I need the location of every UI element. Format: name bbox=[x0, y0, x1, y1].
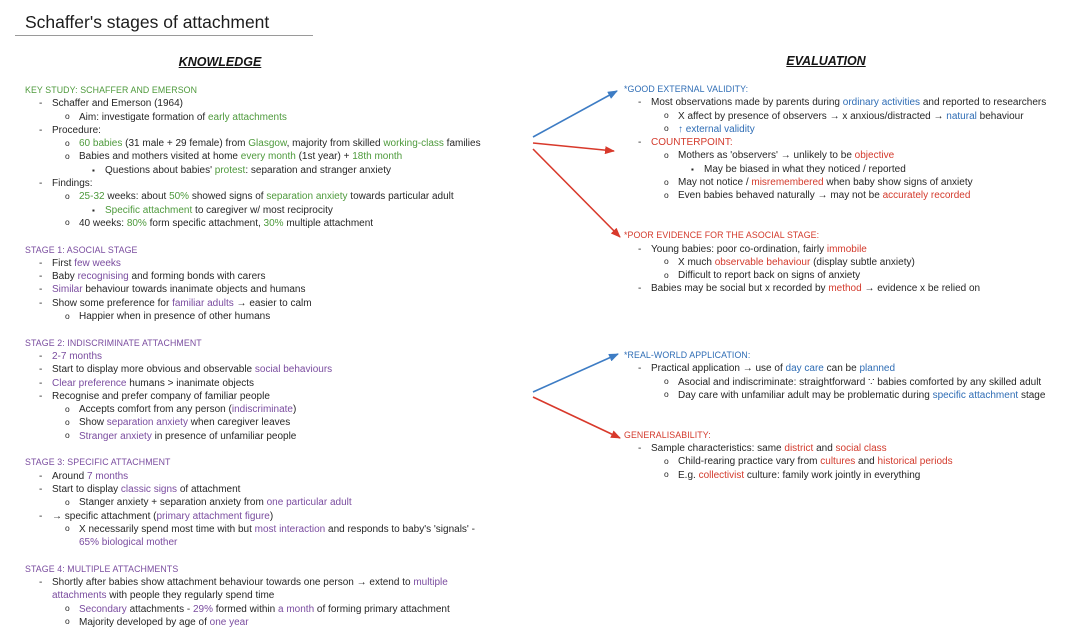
note-text: Show some preference for bbox=[52, 297, 173, 309]
note-text: Majority developed by age of bbox=[79, 616, 210, 628]
highlighted-text: district bbox=[784, 443, 814, 455]
note-text: X much bbox=[678, 256, 715, 268]
note-line bbox=[25, 430, 505, 443]
highlighted-text: Glasgow bbox=[248, 138, 287, 150]
note-line bbox=[624, 110, 1074, 123]
note-line bbox=[624, 136, 1074, 149]
note-line bbox=[624, 149, 1074, 162]
note-line bbox=[624, 163, 1074, 176]
note-text: E.g. bbox=[678, 469, 699, 481]
section-heading: *REAL-WORLD APPLICATION: bbox=[624, 349, 751, 360]
section-heading: KEY STUDY: SCHAFFER AND EMERSON bbox=[25, 85, 198, 95]
knowledge-header: KNOWLEDGE bbox=[178, 55, 262, 69]
note-line bbox=[624, 243, 1074, 256]
note-text: Even babies behaved naturally → may not be bbox=[678, 190, 883, 202]
note-line bbox=[624, 176, 1074, 189]
highlighted-text: one particular adult bbox=[266, 497, 352, 509]
note-text: Happier when in presence of other humans bbox=[79, 311, 271, 323]
note-text: of forming primary attachment bbox=[314, 603, 450, 615]
note-line bbox=[25, 111, 505, 124]
note-line bbox=[624, 282, 1074, 295]
highlighted-text: social behaviours bbox=[254, 364, 333, 376]
note-text: Asocial and indiscriminate: straightforward ∵ babies comforted by any skilled adult bbox=[678, 376, 1042, 388]
note-text: families bbox=[443, 138, 481, 150]
highlighted-text: attachments bbox=[52, 590, 107, 602]
note-text: (31 male + 29 female) from bbox=[122, 138, 249, 150]
note-line bbox=[25, 350, 505, 363]
highlighted-text: cultures bbox=[820, 456, 856, 468]
note-line bbox=[25, 603, 505, 616]
note-text: Shortly after babies show attachment behaviour towards one person → extend to bbox=[52, 576, 414, 588]
note-line bbox=[25, 377, 505, 390]
knowledge-section bbox=[25, 84, 505, 230]
highlighted-text: few weeks bbox=[74, 257, 121, 269]
note-text: Around bbox=[52, 470, 88, 482]
evaluation-column bbox=[624, 83, 1074, 482]
knowledge-section bbox=[25, 456, 505, 549]
arrow-to-generalisability bbox=[533, 397, 620, 438]
note-text: when baby show signs of anxiety bbox=[823, 177, 973, 189]
highlighted-text: classic signs bbox=[120, 483, 178, 495]
note-text: Start to display more obvious and observable bbox=[52, 364, 255, 376]
highlighted-text: planned bbox=[859, 363, 896, 375]
highlighted-text: 2-7 months bbox=[52, 350, 103, 362]
note-line bbox=[25, 124, 505, 137]
note-line bbox=[624, 123, 1074, 136]
note-text: attachments - bbox=[126, 603, 193, 615]
note-text: showed signs of bbox=[189, 191, 267, 203]
note-text: ) bbox=[269, 510, 274, 522]
note-text: Stanger anxiety + separation anxiety from bbox=[79, 497, 267, 509]
highlighted-text: early attachments bbox=[207, 111, 287, 123]
highlighted-text: 60 babies bbox=[79, 138, 123, 150]
note-line bbox=[25, 403, 505, 416]
note-line bbox=[25, 217, 505, 230]
note-text: May be biased in what they noticed / reported bbox=[704, 163, 906, 175]
note-text: First bbox=[52, 257, 75, 269]
note-line bbox=[25, 283, 505, 296]
highlighted-text: 25-32 bbox=[79, 191, 105, 203]
highlighted-text: immobile bbox=[826, 243, 867, 255]
note-line bbox=[25, 470, 505, 483]
note-line bbox=[25, 190, 505, 203]
section-heading: *GOOD EXTERNAL VALIDITY: bbox=[624, 84, 749, 94]
note-text: with people they regularly spend time bbox=[106, 590, 275, 602]
note-line bbox=[25, 589, 505, 602]
page-title: Schaffer's stages of attachment bbox=[25, 12, 270, 32]
note-line bbox=[25, 97, 505, 110]
knowledge-section bbox=[25, 244, 505, 324]
note-text: form specific attachment, bbox=[146, 217, 264, 229]
section-heading: STAGE 1: ASOCIAL STAGE bbox=[25, 244, 138, 255]
highlighted-text: Stranger anxiety bbox=[79, 430, 152, 442]
note-text: X necessarily spend most time with but bbox=[79, 523, 255, 535]
note-text: , majority from skilled bbox=[286, 138, 384, 150]
note-text: Mothers as 'observers' → unlikely to be bbox=[678, 150, 855, 162]
highlighted-text: multiple bbox=[413, 576, 448, 588]
note-text: Sample characteristics: same bbox=[651, 443, 785, 455]
note-text: : separation and stranger anxiety bbox=[245, 164, 391, 176]
highlighted-text: Similar bbox=[52, 284, 83, 296]
highlighted-text: method bbox=[828, 283, 862, 295]
note-line bbox=[624, 96, 1074, 109]
note-text: weeks: about bbox=[104, 191, 170, 203]
highlighted-text: recognising bbox=[77, 271, 129, 283]
highlighted-text: ordinary activities bbox=[842, 97, 921, 109]
note-line bbox=[25, 310, 505, 323]
note-text: Questions about babies' bbox=[105, 164, 215, 176]
note-line bbox=[624, 442, 1074, 455]
note-text: and forming bonds with carers bbox=[128, 271, 266, 283]
highlighted-text: 65% biological mother bbox=[79, 537, 178, 549]
highlighted-text: historical periods bbox=[877, 456, 953, 468]
note-text: to caregiver w/ most reciprocity bbox=[192, 204, 333, 216]
note-text: Findings: bbox=[52, 178, 93, 190]
highlighted-text: separation anxiety bbox=[106, 417, 188, 429]
note-line bbox=[624, 189, 1074, 202]
highlighted-text: specific attachment bbox=[932, 389, 1019, 401]
note-text: and bbox=[813, 443, 836, 455]
note-text: and bbox=[855, 456, 878, 468]
highlighted-text: COUNTERPOINT: bbox=[651, 137, 733, 149]
note-text: Start to display bbox=[52, 483, 121, 495]
highlighted-text: every month bbox=[240, 151, 296, 163]
note-text: culture: family work jointly in everything bbox=[744, 469, 921, 481]
note-line bbox=[25, 523, 505, 536]
highlighted-text: protest bbox=[214, 164, 246, 176]
note-line bbox=[25, 150, 505, 163]
section-heading: STAGE 3: SPECIFIC ATTACHMENT bbox=[25, 457, 171, 468]
note-line bbox=[624, 256, 1074, 269]
highlighted-text: observable behaviour bbox=[714, 256, 811, 268]
note-text: May not notice / bbox=[678, 177, 752, 189]
note-text: Aim: investigate formation of bbox=[79, 111, 208, 123]
note-text: 40 weeks: bbox=[79, 217, 127, 229]
highlighted-text: a month bbox=[278, 603, 315, 615]
knowledge-section bbox=[25, 337, 505, 443]
knowledge-column bbox=[25, 84, 505, 629]
note-text: when caregiver leaves bbox=[187, 417, 291, 429]
note-line bbox=[25, 164, 505, 177]
section-heading: GENERALISABILITY: bbox=[624, 429, 711, 440]
note-text: stage bbox=[1018, 389, 1046, 401]
highlighted-text: Secondary bbox=[79, 603, 127, 615]
note-text: Young babies: poor co-ordination, fairly bbox=[651, 243, 827, 255]
highlighted-text: accurately recorded bbox=[882, 190, 971, 202]
highlighted-text: 7 months bbox=[87, 470, 129, 482]
evaluation-section bbox=[624, 229, 1074, 295]
highlighted-text: 30% bbox=[263, 217, 284, 229]
note-text: Schaffer and Emerson (1964) bbox=[52, 98, 184, 110]
arrow-to-counterpoint bbox=[533, 143, 614, 151]
note-text: Babies may be social but x recorded by bbox=[651, 283, 829, 295]
note-text: of attachment bbox=[177, 483, 241, 495]
note-text: Babies and mothers visited at home bbox=[79, 151, 241, 163]
highlighted-text: Clear preference bbox=[52, 377, 127, 389]
highlighted-text: social class bbox=[835, 443, 887, 455]
highlighted-text: misremembered bbox=[751, 177, 824, 189]
evaluation-section bbox=[624, 83, 1074, 203]
evaluation-section bbox=[624, 349, 1074, 402]
highlighted-text: collectivist bbox=[698, 469, 745, 481]
note-line bbox=[25, 616, 505, 629]
highlighted-text: natural bbox=[946, 110, 977, 122]
note-line bbox=[624, 389, 1074, 402]
arrow-to-real-world-application bbox=[533, 354, 618, 392]
note-text: can be bbox=[823, 363, 860, 375]
note-text: humans > inanimate objects bbox=[126, 377, 255, 389]
note-text: in presence of unfamiliar people bbox=[151, 430, 297, 442]
note-text: → evidence x be relied on bbox=[861, 283, 981, 295]
note-line bbox=[25, 363, 505, 376]
highlighted-text: 80% bbox=[126, 217, 147, 229]
section-heading: STAGE 4: MULTIPLE ATTACHMENTS bbox=[25, 563, 179, 574]
note-text: multiple attachment bbox=[283, 217, 374, 229]
section-heading: *POOR EVIDENCE FOR THE ASOCIAL STAGE: bbox=[624, 230, 820, 241]
arrow-to-good-external-validity bbox=[533, 91, 617, 137]
note-text: Accepts comfort from any person ( bbox=[79, 404, 232, 416]
note-line bbox=[25, 483, 505, 496]
note-line bbox=[25, 137, 505, 150]
note-line bbox=[25, 416, 505, 429]
note-line bbox=[624, 469, 1074, 482]
note-text: Recognise and prefer company of familiar people bbox=[52, 390, 270, 402]
highlighted-text: one year bbox=[209, 616, 249, 628]
note-line bbox=[25, 270, 505, 283]
note-text: formed within bbox=[212, 603, 278, 615]
highlighted-text: indiscriminate bbox=[231, 404, 293, 416]
highlighted-text: 50% bbox=[169, 191, 190, 203]
note-line bbox=[25, 576, 505, 589]
note-text: Child-rearing practice vary from bbox=[678, 456, 821, 468]
title-underline bbox=[15, 35, 313, 36]
highlighted-text: separation anxiety bbox=[266, 191, 348, 203]
note-text: (1st year) + bbox=[295, 151, 353, 163]
note-line bbox=[25, 177, 505, 190]
note-text: Practical application → use of bbox=[651, 363, 786, 375]
knowledge-section bbox=[25, 563, 505, 629]
highlighted-text: ↑ external validity bbox=[678, 123, 755, 135]
highlighted-text: primary attachment figure bbox=[156, 510, 270, 522]
highlighted-text: familiar adults bbox=[172, 297, 234, 309]
note-text: behaviour bbox=[976, 110, 1024, 122]
note-text: Procedure: bbox=[52, 124, 101, 136]
note-text: → easier to calm bbox=[233, 297, 312, 309]
note-text: Day care with unfamiliar adult may be problematic during bbox=[678, 389, 933, 401]
note-text: (display subtle anxiety) bbox=[810, 256, 915, 268]
note-text: Baby bbox=[52, 271, 78, 283]
note-text: Difficult to report back on signs of anxiety bbox=[678, 270, 861, 282]
evaluation-header: EVALUATION bbox=[786, 54, 866, 68]
highlighted-text: most interaction bbox=[254, 523, 326, 535]
note-text: X affect by presence of observers → x anxious/distracted → bbox=[678, 110, 947, 122]
note-text: towards particular adult bbox=[347, 191, 454, 203]
highlighted-text: 18th month bbox=[352, 151, 403, 163]
highlighted-text: objective bbox=[854, 150, 895, 162]
note-text: behaviour towards inanimate objects and humans bbox=[82, 284, 306, 296]
note-line bbox=[25, 297, 505, 310]
highlighted-text: 29% bbox=[192, 603, 213, 615]
note-line bbox=[624, 376, 1074, 389]
note-line bbox=[25, 257, 505, 270]
note-line bbox=[25, 204, 505, 217]
highlighted-text: Specific attachment bbox=[105, 204, 193, 216]
arrow-to-poor-evidence bbox=[533, 149, 620, 237]
note-text: and reported to researchers bbox=[920, 97, 1047, 109]
note-text: Most observations made by parents during bbox=[651, 97, 843, 109]
highlighted-text: working-class bbox=[383, 138, 444, 150]
section-heading: STAGE 2: INDISCRIMINATE ATTACHMENT bbox=[25, 337, 202, 348]
note-line bbox=[624, 455, 1074, 468]
note-line bbox=[25, 536, 505, 549]
note-line bbox=[624, 269, 1074, 282]
note-line bbox=[25, 390, 505, 403]
note-line bbox=[624, 362, 1074, 375]
note-text: and responds to baby's 'signals' - bbox=[325, 523, 475, 535]
note-text: → specific attachment ( bbox=[52, 510, 157, 522]
highlighted-text: day care bbox=[785, 363, 824, 375]
evaluation-section bbox=[624, 429, 1074, 482]
note-line bbox=[25, 496, 505, 509]
note-line bbox=[25, 510, 505, 523]
note-text: ) bbox=[292, 404, 297, 416]
note-text: Show bbox=[79, 417, 107, 429]
